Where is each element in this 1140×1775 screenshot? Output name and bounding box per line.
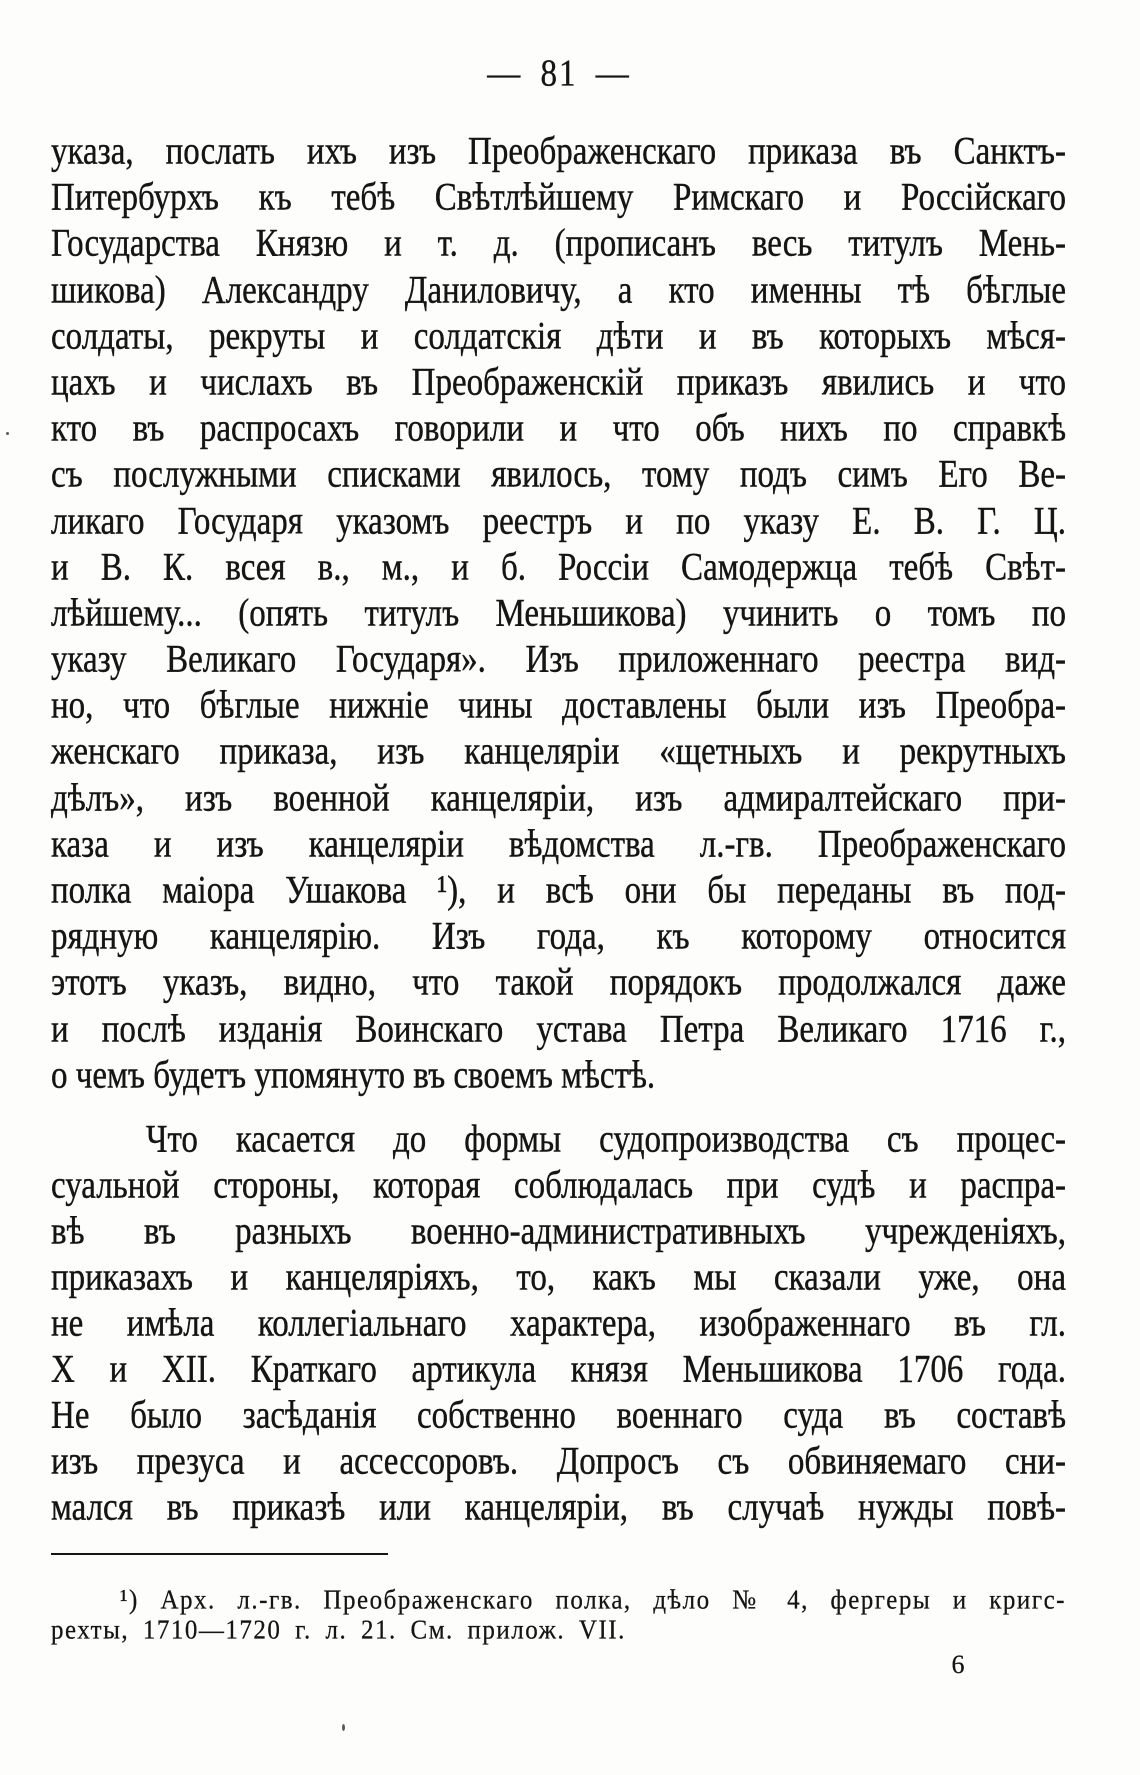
text-line: рядную канцелярію. Изъ года, къ которому относится [51,915,1066,959]
footnote-line: рехты, 1710—1720 г. л. 21. См. прилож. VII. [51,1615,626,1646]
text-line: этотъ указъ, видно, что такой порядокъ продолжался даже [51,961,1066,1005]
footnote [51,1586,1066,1646]
text-line: Питербурхъ къ тебѣ Свѣтлѣйшему Римскаго и Россійскаго [51,176,1066,220]
text-line: лѣйшему... (опять титулъ Меньшикова) учинить о томъ по [51,591,1066,635]
text-line: женскаго приказа, изъ канцеляріи «щетныхъ и рекрутныхъ [51,730,1066,774]
text-line: не имѣла коллегіальнаго характера, изображеннаго въ гл. [51,1301,1066,1346]
text-line: цахъ и числахъ въ Преображенскій приказъ явились и что [51,360,1066,405]
text-line: съ послужными списками явилось, тому подъ симъ Его Ве- [51,453,1066,497]
text-line: о чемъ будетъ упомянуто въ своемъ мѣстѣ. [51,1053,656,1097]
text-line: приказахъ и канцеляріяхъ, то, какъ мы сказали уже, она [51,1255,1066,1300]
text-line: вѣ въ разныхъ военно-административныхъ учрежденіяхъ, [51,1209,1066,1254]
text-line: солдаты, рекруты и солдатскія дѣти и въ которыхъ мѣся- [51,314,1066,358]
signature-mark: 6 [951,1650,965,1679]
text-line: указу Великаго Государя». Изъ приложеннаго реестра вид- [51,637,1066,682]
text-line: шикова) Александру Даниловичу, а кто именны тѣ бѣглые [51,268,1066,312]
paragraph [51,129,1066,1099]
text-line: но, что бѣглые нижніе чины доставлены были изъ Преобра- [51,684,1066,728]
text-line: мался въ приказѣ или канцеляріи, въ случаѣ нужды повѣ- [51,1485,1066,1530]
text-line: каза и изъ канцеляріи вѣдомства л.-гв. Преображенскаго [51,822,1066,866]
page-number: — 81 — [487,53,631,95]
text-line: Что касается до формы судопроизводства съ процес- [146,1117,1066,1162]
scan-speck [342,1724,345,1731]
text-line: изъ презуса и ассессоровъ. Допросъ съ обвиняемаго сни- [51,1439,1066,1484]
text-line: ликаго Государя указомъ реестръ и по указу Е. В. Г. Ц. [51,499,1066,543]
text-line: и послѣ изданія Воинскаго устава Петра Великаго 1716 г., [51,1007,1066,1051]
text-line: указа, послать ихъ изъ Преображенскаго приказа въ Санктъ- [51,129,1066,174]
text-line: суальной стороны, которая соблюдалась при судѣ и распра- [51,1163,1066,1208]
text-line: Не было засѣданія собственно военнаго суда въ составѣ [51,1393,1066,1438]
text-line: дѣлъ», изъ военной канцеляріи, изъ адмиралтейскаго при- [51,776,1066,820]
footnote-rule [51,1553,388,1555]
text-line: X и XII. Краткаго артикула князя Меньшикова 1706 года. [51,1347,1066,1392]
text-line: Государства Князю и т. д. (прописанъ весь титулъ Мень- [51,222,1066,266]
paragraph [51,1117,1066,1531]
footnote-line: ¹) Арх. л.-гв. Преображенскаго полка, дѣло № 4, фергеры и кригс- [120,1585,1066,1616]
text-line: и В. К. всея в., м., и б. Россіи Самодержца тебѣ Свѣт- [51,545,1066,589]
text-line: кто въ распросахъ говорили и что объ нихъ по справкѣ [51,407,1066,451]
text-line: полка маіора Ушакова ¹), и всѣ они бы переданы въ под- [51,868,1066,913]
scan-speck [6,432,9,435]
